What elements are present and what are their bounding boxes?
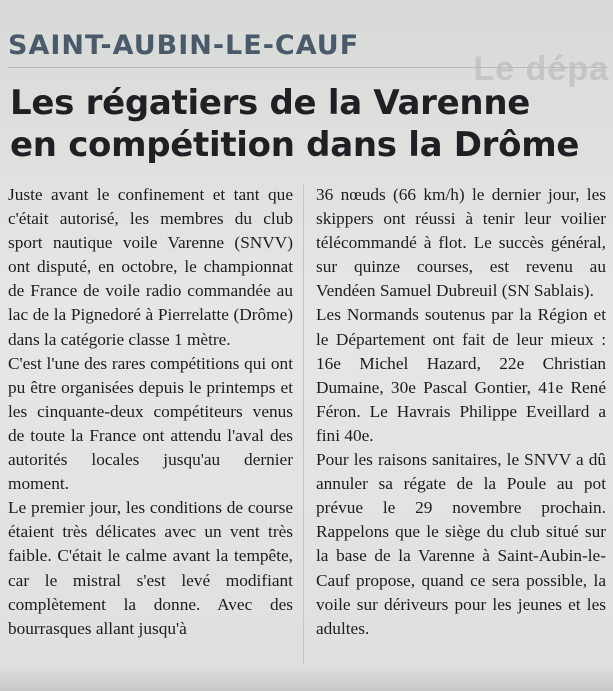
location-kicker: SAINT-AUBIN-LE-CAUF bbox=[8, 30, 608, 68]
column-divider bbox=[303, 184, 304, 664]
article-headline bbox=[10, 82, 606, 166]
article-column-left bbox=[8, 183, 293, 641]
paragraph: C'est l'une des rares compétitions qui ont pu être organisées depuis le printemps et les cinquante-deux compétiteurs venus de toute la France ont attendu l'aval des autorités locales jusqu'au dernier moment. bbox=[8, 353, 293, 494]
page-edge-shadow bbox=[0, 665, 613, 691]
headline-line-2: en compétition dans la Drôme bbox=[10, 125, 580, 165]
paragraph: Les Normands soutenus par la Région et le Département ont fait de leur mieux : 16e Michel Hazard, 22e Christian Dumaine, 30e Pascal Gontier, 41e René Féron. Le Havrais Philippe Eveillard a fini 40e. bbox=[316, 305, 606, 445]
article-column-right bbox=[316, 183, 606, 641]
paragraph: Le premier jour, les conditions de course étaient très délicates avec un vent très faible. C'était le calme avant la tempête, car le mistral s'est levé modifiant complètement la donne. Avec des bourrasques allant jusqu'à bbox=[8, 498, 293, 638]
faded-adjacent-headline: Le dépa bbox=[473, 50, 609, 88]
headline-line-1: Les régatiers de la Varenne bbox=[10, 83, 530, 123]
paragraph: Juste avant le confinement et tant que c'était autorisé, les membres du club sport nautique voile Varenne (SNVV) ont disputé, en octobre, le championnat de France de voile radio commandée au lac de la Pignedoré à Pierrelatte (Drôme) dans la catégorie classe 1 mètre. bbox=[8, 185, 293, 349]
paragraph: Pour les raisons sanitaires, le SNVV a dû annuler sa régate de la Poule au pot prévue le 29 novembre prochain. Rappelons que le siège du club situé sur la base de la Varenne à Saint-Aubin-le-Cauf propose, quand ce sera possible, la voile sur dériveurs pour les jeunes et les adultes. bbox=[316, 450, 606, 638]
paragraph: 36 nœuds (66 km/h) le dernier jour, les skippers ont réussi à tenir leur voilier télécommandé à flot. Le succès général, sur quinze courses, est revenu au Vendéen Samuel Dubreuil (SN Sablais). bbox=[316, 185, 606, 301]
